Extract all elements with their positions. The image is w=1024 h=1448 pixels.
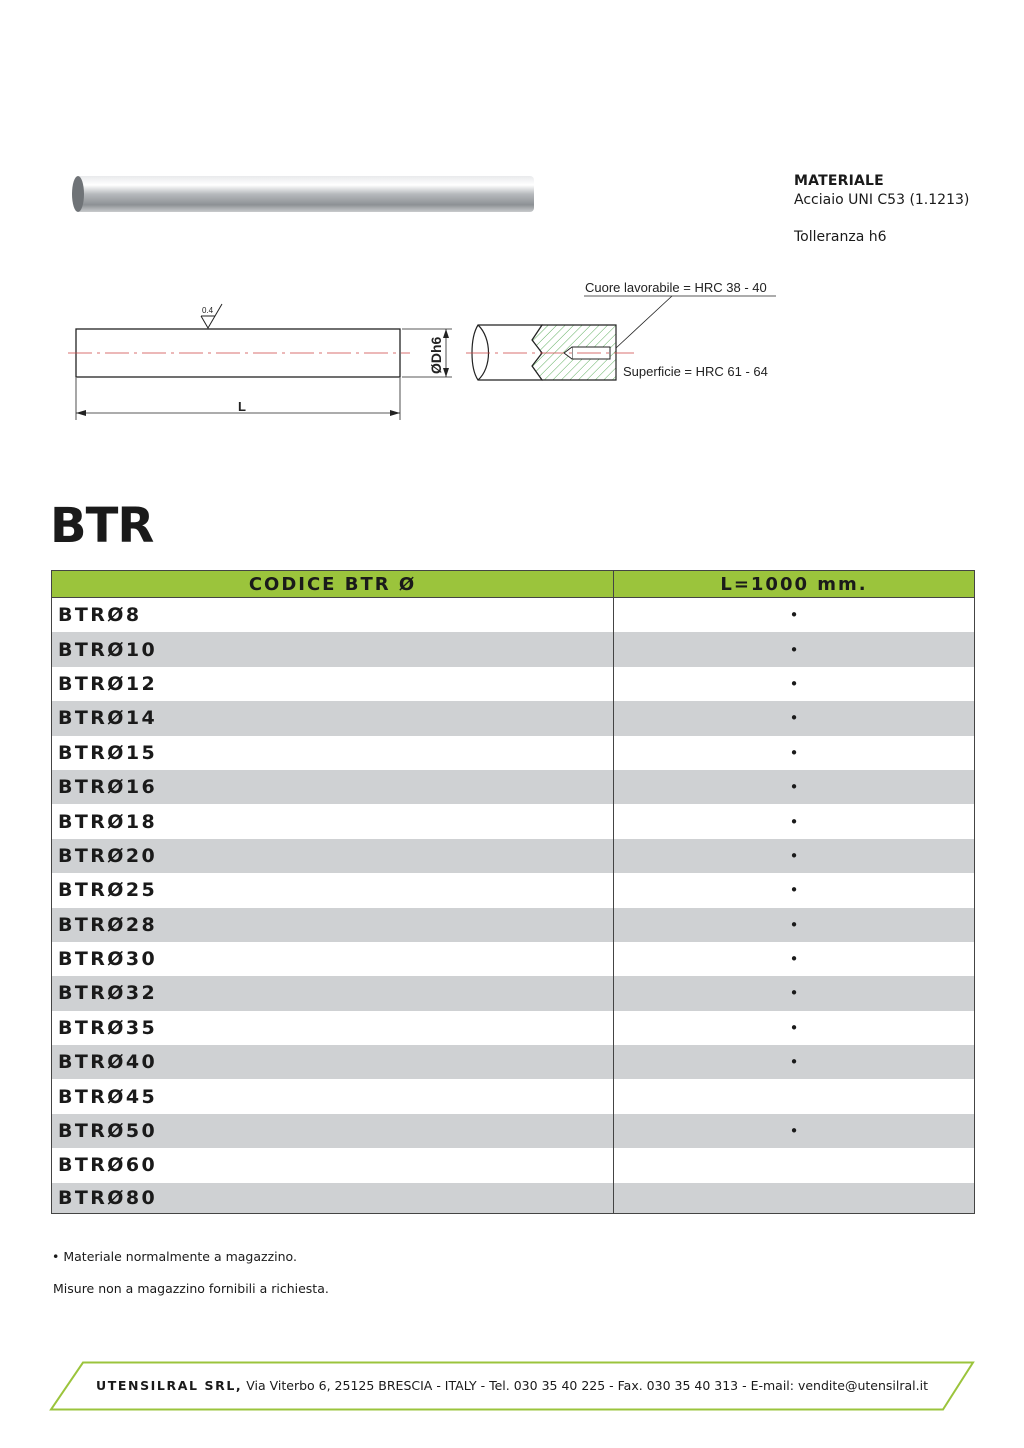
company-details: Via Viterbo 6, 25125 BRESCIA - ITALY - Tel. 030 35 40 225 - Fax. 030 35 40 313 - E-mail: vendite@utensilral.it — [242, 1378, 928, 1393]
row-code: BTRØ35 — [52, 1011, 614, 1045]
row-code: BTRØ32 — [52, 976, 614, 1010]
table-row — [52, 667, 974, 701]
row-code: BTRØ16 — [52, 770, 614, 804]
table-row — [52, 976, 974, 1010]
table-row — [52, 598, 974, 632]
product-table — [51, 570, 975, 1214]
row-code: BTRØ12 — [52, 667, 614, 701]
header-code: CODICE BTR Ø — [52, 571, 614, 597]
row-code: BTRØ80 — [52, 1183, 614, 1213]
material-tolerance: Tolleranza h6 — [794, 229, 887, 245]
availability-dot: • — [789, 674, 799, 693]
availability-dot — [614, 1148, 974, 1182]
availability-dot — [614, 1079, 974, 1113]
table-row — [52, 1011, 974, 1045]
row-code: BTRØ8 — [52, 598, 614, 632]
stock-note: • Materiale normalmente a magazzino. — [52, 1249, 297, 1264]
table-row — [52, 770, 974, 804]
table-row — [52, 804, 974, 838]
steel-rod-image — [68, 168, 538, 218]
surface-hardness-label: Superficie = HRC 61 - 64 — [623, 364, 768, 379]
availability-dot: • — [789, 1053, 799, 1072]
diameter-label: ØDh6 — [428, 336, 444, 374]
availability-dot: • — [789, 606, 799, 625]
row-code: BTRØ45 — [52, 1079, 614, 1113]
availability-dot: • — [789, 1122, 799, 1141]
page-title: BTR — [50, 498, 154, 554]
availability-dot — [614, 1183, 974, 1213]
row-code: BTRØ40 — [52, 1045, 614, 1079]
table-row — [52, 632, 974, 666]
row-code: BTRØ28 — [52, 908, 614, 942]
availability-dot: • — [789, 1018, 799, 1037]
company-name: UTENSILRAL SRL, — [96, 1378, 243, 1393]
table-row — [52, 908, 974, 942]
header-length: L=1000 mm. — [720, 573, 868, 595]
availability-dot: • — [789, 812, 799, 831]
availability-dot: • — [789, 984, 799, 1003]
length-label: L — [238, 399, 246, 414]
material-steel: Acciaio UNI C53 (1.1213) — [794, 192, 970, 208]
row-code: BTRØ50 — [52, 1114, 614, 1148]
row-code: BTRØ15 — [52, 736, 614, 770]
table-row — [52, 1148, 974, 1182]
row-code: BTRØ30 — [52, 942, 614, 976]
material-heading: MATERIALE — [794, 173, 884, 189]
table-row — [52, 1114, 974, 1148]
on-request-note: Misure non a magazzino fornibili a richiesta. — [53, 1281, 329, 1296]
availability-dot: • — [789, 846, 799, 865]
table-row — [52, 736, 974, 770]
row-code: BTRØ18 — [52, 804, 614, 838]
availability-dot: • — [789, 640, 799, 659]
availability-dot: • — [789, 915, 799, 934]
table-row — [52, 1045, 974, 1079]
table-row — [52, 701, 974, 735]
availability-dot: • — [789, 709, 799, 728]
row-code: BTRØ10 — [52, 632, 614, 666]
technical-drawing — [60, 270, 820, 430]
table-header — [52, 571, 974, 598]
row-code: BTRØ25 — [52, 873, 614, 907]
footer-contact — [0, 1378, 1024, 1393]
table-row — [52, 1079, 974, 1113]
table-row — [52, 873, 974, 907]
roughness-value: 0.4 — [202, 306, 214, 315]
row-code: BTRØ60 — [52, 1148, 614, 1182]
availability-dot: • — [789, 778, 799, 797]
availability-dot: • — [789, 881, 799, 900]
core-hardness-label: Cuore lavorabile = HRC 38 - 40 — [585, 280, 767, 295]
table-row — [52, 942, 974, 976]
table-row — [52, 1183, 974, 1213]
table-row — [52, 839, 974, 873]
row-code: BTRØ14 — [52, 701, 614, 735]
availability-dot: • — [789, 950, 799, 969]
availability-dot: • — [789, 743, 799, 762]
row-code: BTRØ20 — [52, 839, 614, 873]
